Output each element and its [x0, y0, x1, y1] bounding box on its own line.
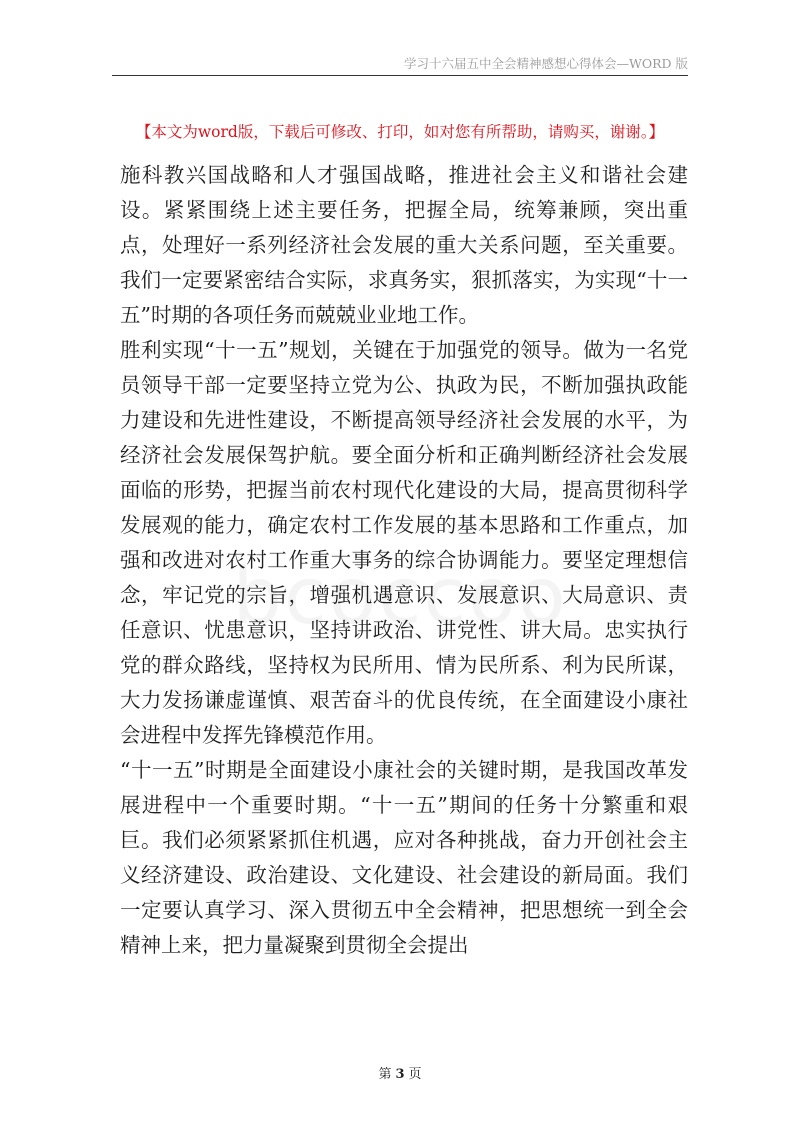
- download-notice: 【本文为word版，下载后可修改、打印，如对您有所帮助，请购买，谢谢。】: [135, 123, 665, 141]
- page-suffix: 页: [408, 1067, 422, 1082]
- body-paragraph: 胜利实现“十一五”规划，关键在于加强党的领导。做为一名党员领导干部一定要坚持立党为公、执政为民，不断加强执政能力建设和先进性建设，不断提高领导经济社会发展的水平，为经济社会发展保驾护航。要全面分析和正确判断经济社会发展面临的形势，把握当前农村现代化建设的大局，提高贯彻科学发展观的能力，确定农村工作发展的基本思路和工作重点，加强和改进对农村工作重大事务的综合协调能力。要坚定理想信念，牢记党的宗旨，增强机遇意识、发展意识、大局意识、责任意识、忧患意识，坚持讲政治、讲党性、讲大局。忠实执行党的群众路线，坚持权为民所用、情为民所系、利为民所谋，大力发扬谦虚谨慎、艰苦奋斗的优良传统，在全面建设小康社会进程中发挥先锋模范作用。: [120, 338, 688, 747]
- running-header: 学习十六届五中全会精神感想心得体会—WORD 版: [403, 56, 688, 71]
- body-paragraph: 施科教兴国战略和人才强国战略，推进社会主义和谐社会建设。紧紧围绕上述主要任务，把握全局，统筹兼顾，突出重点，处理好一系列经济社会发展的重大关系问题，至关重要。我们一定要紧密结合实际，求真务实，狠抓落实，为实现“十一五”时期的各项任务而兢兢业业地工作。: [120, 163, 688, 327]
- document-body: [120, 158, 688, 963]
- page-footer: [0, 1063, 800, 1082]
- body-paragraph: “十一五”时期是全面建设小康社会的关键时期，是我国改革发展进程中一个重要时期。“十一五”期间的任务十分繁重和艰巨。我们必须紧紧抓住机遇，应对各种挑战，奋力开创社会主义经济建设、政治建设、文化建设、社会建设的新局面。我们一定要认真学习、深入贯彻五中全会精神，把思想统一到全会精神上来，把力量凝聚到贯彻全会提出: [120, 758, 688, 957]
- header-divider: [112, 75, 688, 76]
- page-prefix: 第: [378, 1067, 392, 1082]
- page-number: 3: [395, 1067, 405, 1082]
